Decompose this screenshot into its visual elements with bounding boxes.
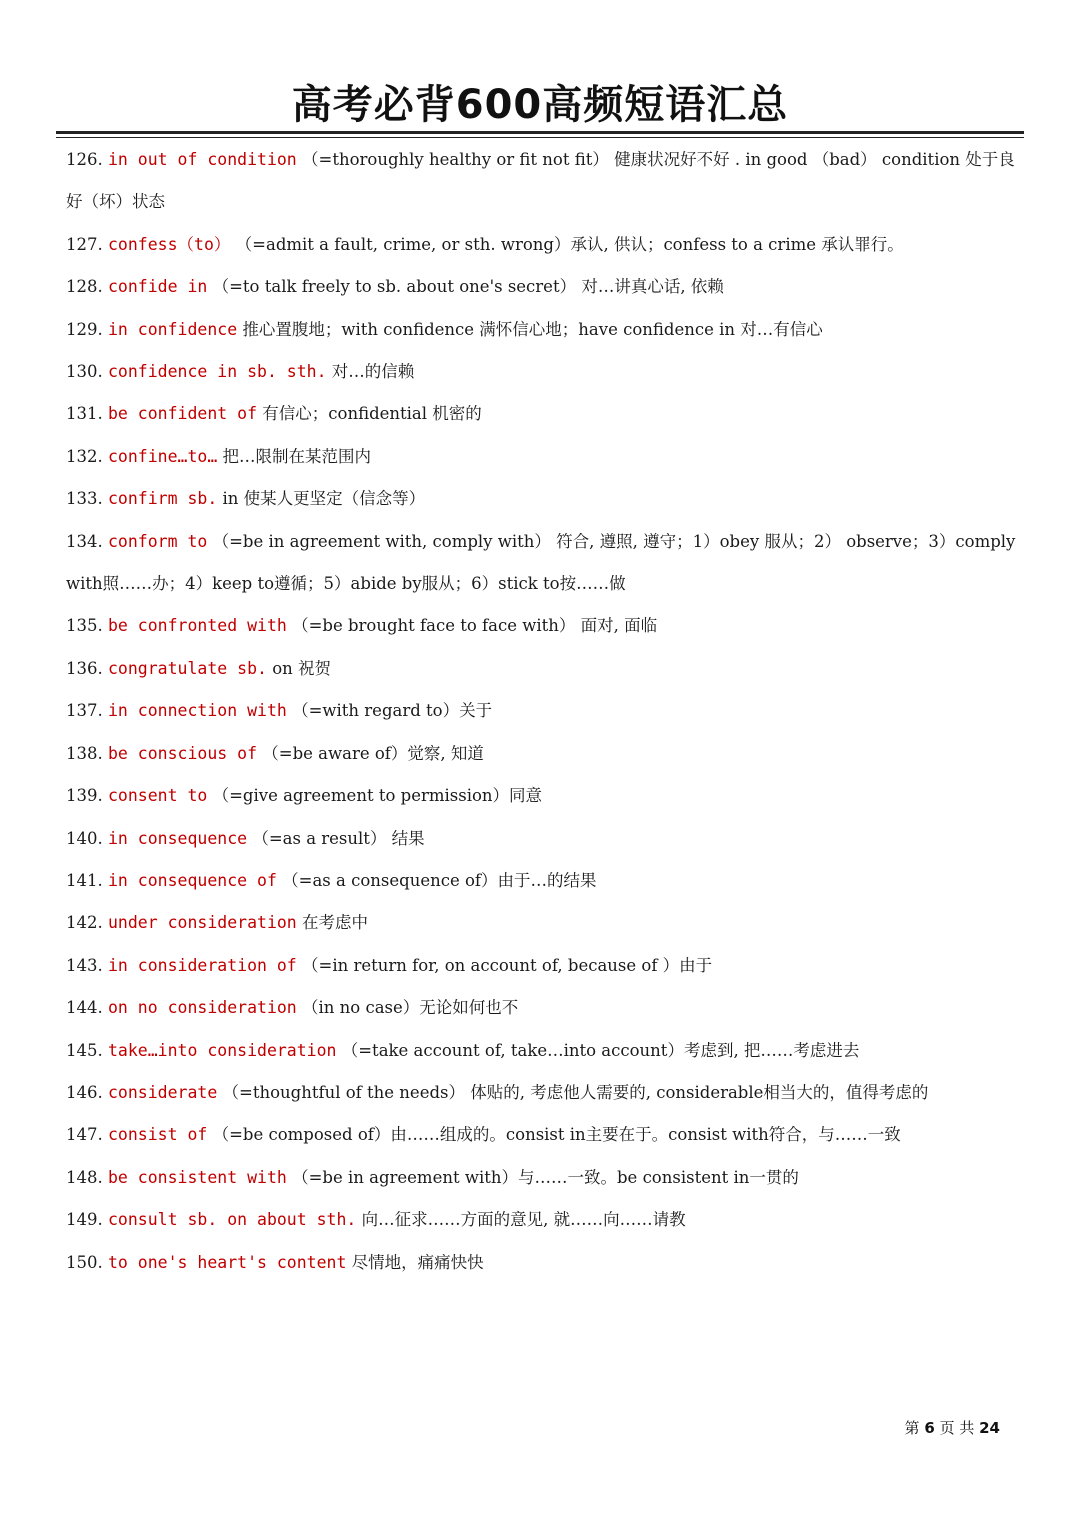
entry-phrase: in consideration of bbox=[108, 955, 297, 975]
entry-phrase: in consequence bbox=[108, 828, 248, 848]
entry-phrase: take…into consideration bbox=[108, 1040, 337, 1060]
entry-phrase: consist of bbox=[108, 1125, 208, 1145]
entry-definition: （=in return for, on account of, because of ）由于 bbox=[302, 955, 713, 975]
list-item bbox=[66, 605, 1016, 647]
entry-number: 142. bbox=[66, 913, 103, 933]
list-item bbox=[66, 860, 1016, 902]
entry-number: 147. bbox=[66, 1125, 103, 1145]
list-item bbox=[66, 436, 1016, 478]
entry-phrase: consult sb. on about sth. bbox=[108, 1210, 357, 1230]
entry-number: 130. bbox=[66, 362, 103, 382]
entry-definition: （=be in agreement with, comply with） 符合, 遵照, 遵守；1）obey 服从；2） observe；3）comply with照……办；4）keep to遵循；5）abide by服从；6）stick to按……做 bbox=[66, 531, 1016, 594]
entry-definition: （=be aware of）觉察, 知道 bbox=[262, 743, 484, 763]
entry-definition: 有信心；confidential 机密的 bbox=[262, 404, 482, 424]
list-item bbox=[66, 987, 1016, 1029]
list-item bbox=[66, 1072, 1016, 1114]
entry-definition: 把…限制在某范围内 bbox=[222, 446, 372, 466]
list-item bbox=[66, 1114, 1016, 1156]
entry-phrase: to one's heart's content bbox=[108, 1252, 347, 1272]
entry-phrase: confess（to） bbox=[108, 234, 231, 254]
entry-definition: on 祝贺 bbox=[272, 658, 332, 678]
entry-definition: （=admit a fault, crime, or sth. wrong）承认, 供认；confess to a crime 承认罪行。 bbox=[235, 234, 904, 254]
entry-definition: （=with regard to）关于 bbox=[292, 701, 493, 721]
entry-number: 144. bbox=[66, 998, 103, 1018]
entry-definition: 在考虑中 bbox=[302, 913, 368, 933]
list-item bbox=[66, 393, 1016, 435]
entry-definition: （=thoroughly healthy or fit not fit） 健康状况好不好 . in good （bad） condition 处于良好（坏）状态 bbox=[66, 150, 1015, 212]
entry-phrase: confide in bbox=[108, 277, 208, 297]
entry-number: 134. bbox=[66, 531, 103, 551]
page-title: 高考必背600高频短语汇总 bbox=[291, 82, 789, 128]
footer-total-pages: 24 bbox=[979, 1419, 1000, 1437]
entry-number: 128. bbox=[66, 277, 103, 297]
entry-definition: 向…征求……方面的意见, 就……向……请教 bbox=[361, 1210, 686, 1230]
entry-definition: （=give agreement to permission）同意 bbox=[212, 786, 543, 806]
list-item bbox=[66, 648, 1016, 690]
entry-definition: （=be in agreement with）与……一致。be consistent in一贯的 bbox=[292, 1167, 799, 1187]
entry-phrase: be confronted with bbox=[108, 616, 287, 636]
entry-number: 145. bbox=[66, 1040, 103, 1060]
entry-definition: （=as a result） 结果 bbox=[252, 828, 425, 848]
entry-definition: 尽情地，痛痛快快 bbox=[351, 1252, 484, 1272]
list-item bbox=[66, 478, 1016, 520]
list-item bbox=[66, 1030, 1016, 1072]
title-rule-thick bbox=[56, 131, 1024, 134]
list-item bbox=[66, 775, 1016, 817]
phrase-list bbox=[66, 139, 1016, 1284]
entry-number: 133. bbox=[66, 489, 103, 509]
entry-number: 137. bbox=[66, 701, 103, 721]
list-item bbox=[66, 1199, 1016, 1241]
entry-phrase: under consideration bbox=[108, 913, 297, 933]
list-item bbox=[66, 818, 1016, 860]
entry-phrase: in confidence bbox=[108, 319, 238, 339]
entry-number: 150. bbox=[66, 1252, 103, 1272]
list-item bbox=[66, 1157, 1016, 1199]
list-item bbox=[66, 266, 1016, 308]
footer-page-number: 6 bbox=[924, 1419, 935, 1437]
list-item bbox=[66, 945, 1016, 987]
entry-phrase: confirm sb. bbox=[108, 489, 218, 509]
title-rule-thin bbox=[56, 137, 1024, 138]
entry-phrase: in connection with bbox=[108, 701, 287, 721]
entry-phrase: congratulate sb. bbox=[108, 658, 267, 678]
entry-definition: （in no case）无论如何也不 bbox=[302, 998, 519, 1018]
entry-definition: 推心置腹地；with confidence 满怀信心地；have confidence in 对…有信心 bbox=[242, 319, 823, 339]
entry-number: 131. bbox=[66, 404, 103, 424]
list-item bbox=[66, 309, 1016, 351]
entry-phrase: conform to bbox=[108, 531, 208, 551]
entry-number: 132. bbox=[66, 446, 103, 466]
entry-definition: （=to talk freely to sb. about one's secret） 对…讲真心话, 依赖 bbox=[212, 277, 724, 297]
entry-definition: （=as a consequence of）由于…的结果 bbox=[282, 870, 597, 890]
entry-number: 129. bbox=[66, 319, 103, 339]
entry-definition: 对…的信赖 bbox=[331, 362, 415, 382]
entry-definition: （=take account of, take…into account）考虑到, 把……考虑进去 bbox=[341, 1040, 860, 1060]
entry-number: 138. bbox=[66, 743, 103, 763]
entry-phrase: confine…to… bbox=[108, 446, 218, 466]
entry-phrase: considerate bbox=[108, 1082, 218, 1102]
entry-number: 127. bbox=[66, 234, 103, 254]
entry-number: 136. bbox=[66, 658, 103, 678]
list-item bbox=[66, 1242, 1016, 1284]
page-footer bbox=[850, 1416, 1000, 1440]
list-item bbox=[66, 690, 1016, 732]
list-item bbox=[66, 521, 1016, 606]
entry-number: 146. bbox=[66, 1082, 103, 1102]
entry-number: 148. bbox=[66, 1167, 103, 1187]
entry-definition: （=be brought face to face with） 面对, 面临 bbox=[292, 616, 658, 636]
footer-middle: 页 共 bbox=[939, 1419, 975, 1437]
entry-number: 141. bbox=[66, 870, 103, 890]
entry-phrase: consent to bbox=[108, 786, 208, 806]
entry-number: 143. bbox=[66, 955, 103, 975]
entry-definition: （=be composed of）由……组成的。consist in主要在于。consist with符合，与……一致 bbox=[212, 1125, 901, 1145]
entry-phrase: be conscious of bbox=[108, 743, 258, 763]
entry-number: 139. bbox=[66, 786, 103, 806]
entry-phrase: be consistent with bbox=[108, 1167, 287, 1187]
entry-phrase: be confident of bbox=[108, 404, 258, 424]
entry-phrase: confidence in sb. sth. bbox=[108, 362, 327, 382]
list-item bbox=[66, 139, 1016, 224]
entry-number: 126. bbox=[66, 150, 103, 169]
entry-number: 135. bbox=[66, 616, 103, 636]
entry-definition: in 使某人更坚定（信念等） bbox=[222, 489, 426, 509]
entry-number: 140. bbox=[66, 828, 103, 848]
footer-prefix: 第 bbox=[904, 1419, 920, 1437]
list-item bbox=[66, 224, 1016, 266]
list-item bbox=[66, 733, 1016, 775]
entry-phrase: in consequence of bbox=[108, 870, 277, 890]
entry-definition: （=thoughtful of the needs） 体贴的, 考虑他人需要的, considerable相当大的，值得考虑的 bbox=[222, 1082, 929, 1102]
entry-number: 149. bbox=[66, 1210, 103, 1230]
list-item bbox=[66, 351, 1016, 393]
entry-phrase: on no consideration bbox=[108, 998, 297, 1018]
entry-phrase: in out of condition bbox=[108, 150, 297, 169]
list-item bbox=[66, 902, 1016, 944]
